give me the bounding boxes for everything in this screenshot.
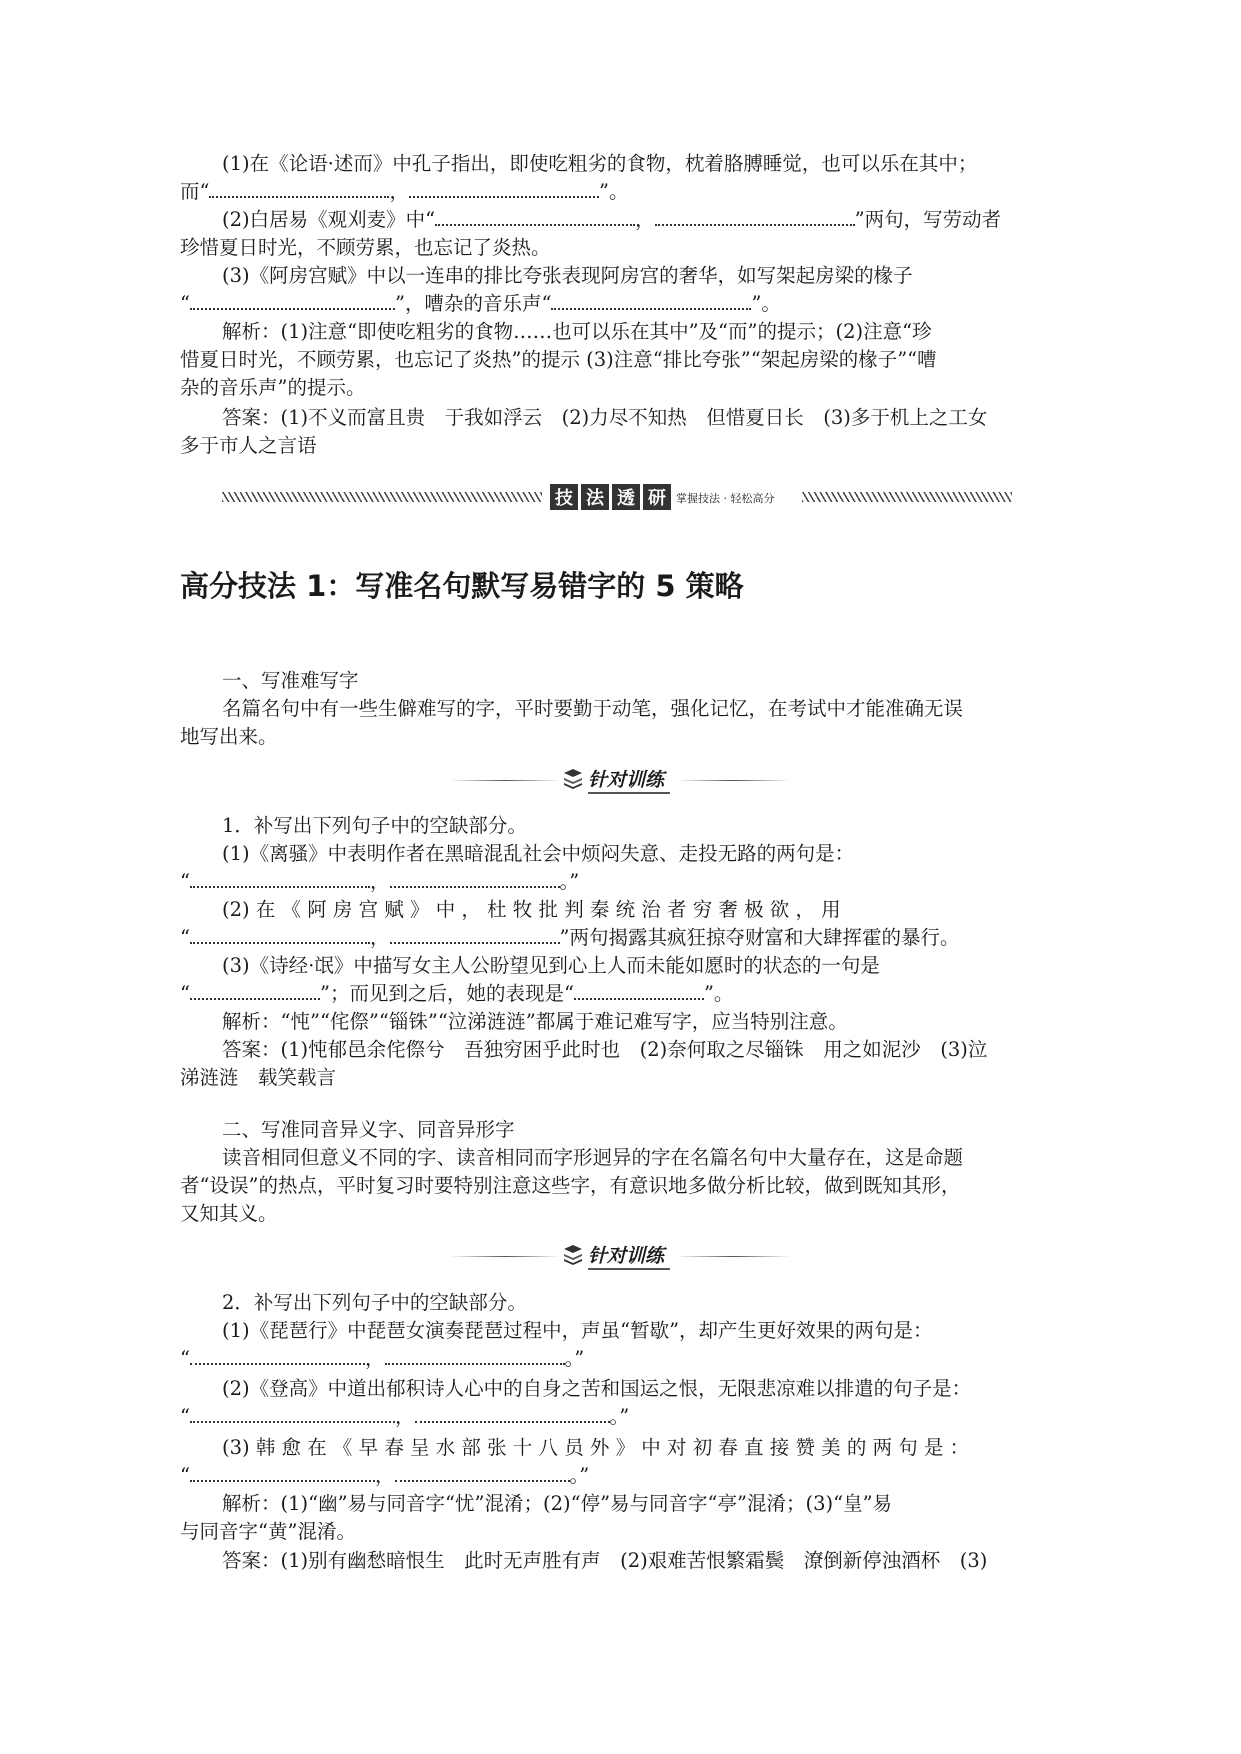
sec2-analysis-2: 与同音字“黄”混淆。	[180, 1520, 356, 1543]
top-answer-2: 多于市人之言语	[180, 434, 317, 457]
text: “	[180, 870, 190, 893]
blank	[190, 292, 395, 310]
blank	[415, 1405, 610, 1423]
sec1-q1-line1: (1)《离骚》中表明作者在黑暗混乱社会中烦闷失意、走投无路的两句是：	[222, 842, 855, 865]
text: ”；而见到之后，她的表现是“	[319, 982, 574, 1005]
books-icon	[562, 767, 584, 789]
text: ”。	[751, 292, 781, 315]
banner-hatch-right	[802, 492, 1012, 502]
blank	[190, 982, 320, 1000]
technique-banner	[222, 484, 1012, 510]
rule	[676, 780, 790, 781]
top-analysis-3: 杂的音乐声”的提示。	[180, 376, 366, 399]
text: “	[180, 926, 190, 949]
underline	[588, 792, 670, 794]
sec2-para-3: 又知其义。	[180, 1202, 278, 1225]
text: ”。	[703, 982, 734, 1005]
sec1-q1-line2	[180, 868, 1070, 895]
top-analysis-1: 解析：(1)注意“即使吃粗劣的食物……也可以乐在其中”及“而”的提示；(2)注意“珍	[222, 320, 932, 343]
sec1-analysis: 解析：“忳”“侘傺”“锱铢”“泣涕涟涟”都属于难记难写字，应当特别注意。	[222, 1010, 848, 1033]
sec2-analysis-1: 解析：(1)“幽”易与同音字“忧”混淆；(2)“停”易与同音字“亭”混淆；(3)“皇”易	[222, 1492, 893, 1515]
sec2-q1-line1: (1)《琵琶行》中琵琶女演奏琵琶过程中，声虽“暂歇”，却产生更好效果的两句是：	[222, 1319, 933, 1342]
banner-label	[550, 484, 671, 510]
text: ，	[369, 926, 390, 949]
sec2-heading: 二、写准同音异义字、同音异形字	[222, 1118, 515, 1141]
sec2-question-head: 2．补写出下列句子中的空缺部分。	[222, 1291, 527, 1314]
text: “	[180, 982, 190, 1005]
text: 而“	[180, 180, 210, 203]
blank	[390, 870, 560, 888]
banner-char: 技	[550, 484, 578, 510]
top-analysis-2: 惜夏日时光，不顾劳累，也忘记了炎热”的提示 (3)注意“排比夸张”“架起房梁的椽子”“嘈	[180, 348, 937, 371]
underline	[588, 1268, 670, 1270]
sec1-answer-1: 答案：(1)忳郁邑余侘傺兮 吾独穷困乎此时也 (2)奈何取之尽锱铢 用之如泥沙 (3)泣	[222, 1038, 988, 1061]
blank	[190, 1405, 395, 1423]
blank	[655, 208, 855, 226]
text: 。”	[559, 870, 580, 893]
text: ，	[369, 870, 390, 893]
text: “	[180, 1347, 190, 1370]
sec2-q3-line2	[180, 1462, 1070, 1489]
banner-hatch-left	[222, 492, 542, 502]
books-icon	[562, 1243, 584, 1265]
sec1-para-1: 名篇名句中有一些生僻难写的字，平时要勤于动笔，强化记忆，在考试中才能准确无误	[222, 697, 964, 720]
sec1-para-2: 地写出来。	[180, 725, 278, 748]
rule	[450, 1256, 560, 1257]
blank	[209, 180, 389, 198]
training-label: 针对训练	[588, 1245, 665, 1267]
sec1-q3-line1: (3)《诗经·氓》中描写女主人公盼望见到心上人而未能如愿时的状态的一句是	[222, 954, 880, 977]
sec1-heading: 一、写准难写字	[222, 669, 359, 692]
sec1-answer-2: 涕涟涟 载笑载言	[180, 1066, 337, 1089]
sec2-q1-line2	[180, 1345, 1070, 1372]
text: ”。	[599, 180, 629, 203]
text: “	[180, 292, 190, 315]
top-q2-line2: 珍惜夏日时光，不顾劳累，也忘记了炎热。	[180, 236, 551, 259]
text: ，	[635, 208, 655, 231]
text: ”两句揭露其疯狂掠夺财富和大肆挥霍的暴行。	[559, 926, 960, 949]
sec2-para-2: 者“设误”的热点，平时复习时要特别注意这些字，有意识地多做分析比较，做到既知其形，	[180, 1174, 961, 1197]
top-q1-line2	[180, 178, 1070, 205]
text: 。”	[569, 1464, 590, 1487]
blank	[190, 1347, 365, 1365]
text: ”两句，写劳动者	[854, 208, 1002, 231]
rule	[450, 780, 560, 781]
top-q1-line1: (1)在《论语·述而》中孔子指出，即使吃粗劣的食物，枕着胳膊睡觉，也可以乐在其中；	[222, 152, 978, 175]
sec2-para-1: 读音相同但意义不同的字、读音相同而字形迥异的字在名篇名句中大量存在，这是命题	[222, 1146, 964, 1169]
banner-char: 法	[581, 484, 609, 510]
text: “	[180, 1464, 190, 1487]
text: 。”	[609, 1405, 630, 1428]
text: ”，嘈杂的音乐声“	[394, 292, 552, 315]
sec1-q2-line1: (2) 在 《 阿 房 宫 赋 》 中 ， 杜 牧 批 判 秦 统 治 者 穷 奢 极 欲 ， 用	[222, 898, 841, 921]
blank	[574, 982, 704, 1000]
sec2-answer-1: 答案：(1)别有幽愁暗恨生 此时无声胜有声 (2)艰难苦恨繁霜鬓 潦倒新停浊酒杯 (3)	[222, 1549, 988, 1572]
blank	[385, 1347, 565, 1365]
banner-subtitle: 掌握技法 · 轻松高分	[676, 492, 775, 505]
text: (2)白居易《观刈麦》中“	[222, 208, 436, 231]
sec2-q2-line2	[180, 1403, 1070, 1430]
blank	[435, 208, 635, 226]
blank	[551, 292, 751, 310]
training-label: 针对训练	[588, 769, 665, 791]
sec1-question-head: 1．补写出下列句子中的空缺部分。	[222, 814, 527, 837]
sec1-q2-line2	[180, 924, 1070, 951]
text: 。”	[564, 1347, 585, 1370]
banner-char: 透	[612, 484, 640, 510]
top-q3-line1: (3)《阿房宫赋》中以一连串的排比夸张表现阿房宫的奢华，如写架起房梁的椽子	[222, 264, 913, 287]
blank	[190, 870, 370, 888]
text: ，	[364, 1347, 385, 1370]
blank	[190, 1464, 375, 1482]
top-answer-1: 答案：(1)不义而富且贵 于我如浮云 (2)力尽不知热 但惜夏日长 (3)多于机上之工女	[222, 406, 988, 429]
rule	[676, 1256, 790, 1257]
text: ，	[389, 180, 409, 203]
sec2-q3-line1: (3) 韩 愈 在 《 早 春 呈 水 部 张 十 八 员 外 》 中 对 初 春 直 接 赞 美 的 两 句 是 ：	[222, 1436, 970, 1459]
banner-char: 研	[643, 484, 671, 510]
text: ，	[394, 1405, 415, 1428]
page-title: 高分技法 1：写准名句默写易错字的 5 策略	[180, 569, 744, 603]
top-q2-line1	[222, 206, 1070, 233]
text: ，	[374, 1464, 395, 1487]
top-q3-line2	[180, 290, 1070, 317]
blank	[395, 1464, 570, 1482]
blank	[190, 926, 370, 944]
sec1-training-header	[450, 765, 790, 795]
sec2-q2-line1: (2)《登高》中道出郁积诗人心中的自身之苦和国运之恨，无限悲凉难以排遣的句子是：	[222, 1377, 972, 1400]
blank	[390, 926, 560, 944]
text: “	[180, 1405, 190, 1428]
blank	[409, 180, 599, 198]
sec2-training-header	[450, 1241, 790, 1271]
sec1-q3-line2	[180, 980, 1070, 1007]
